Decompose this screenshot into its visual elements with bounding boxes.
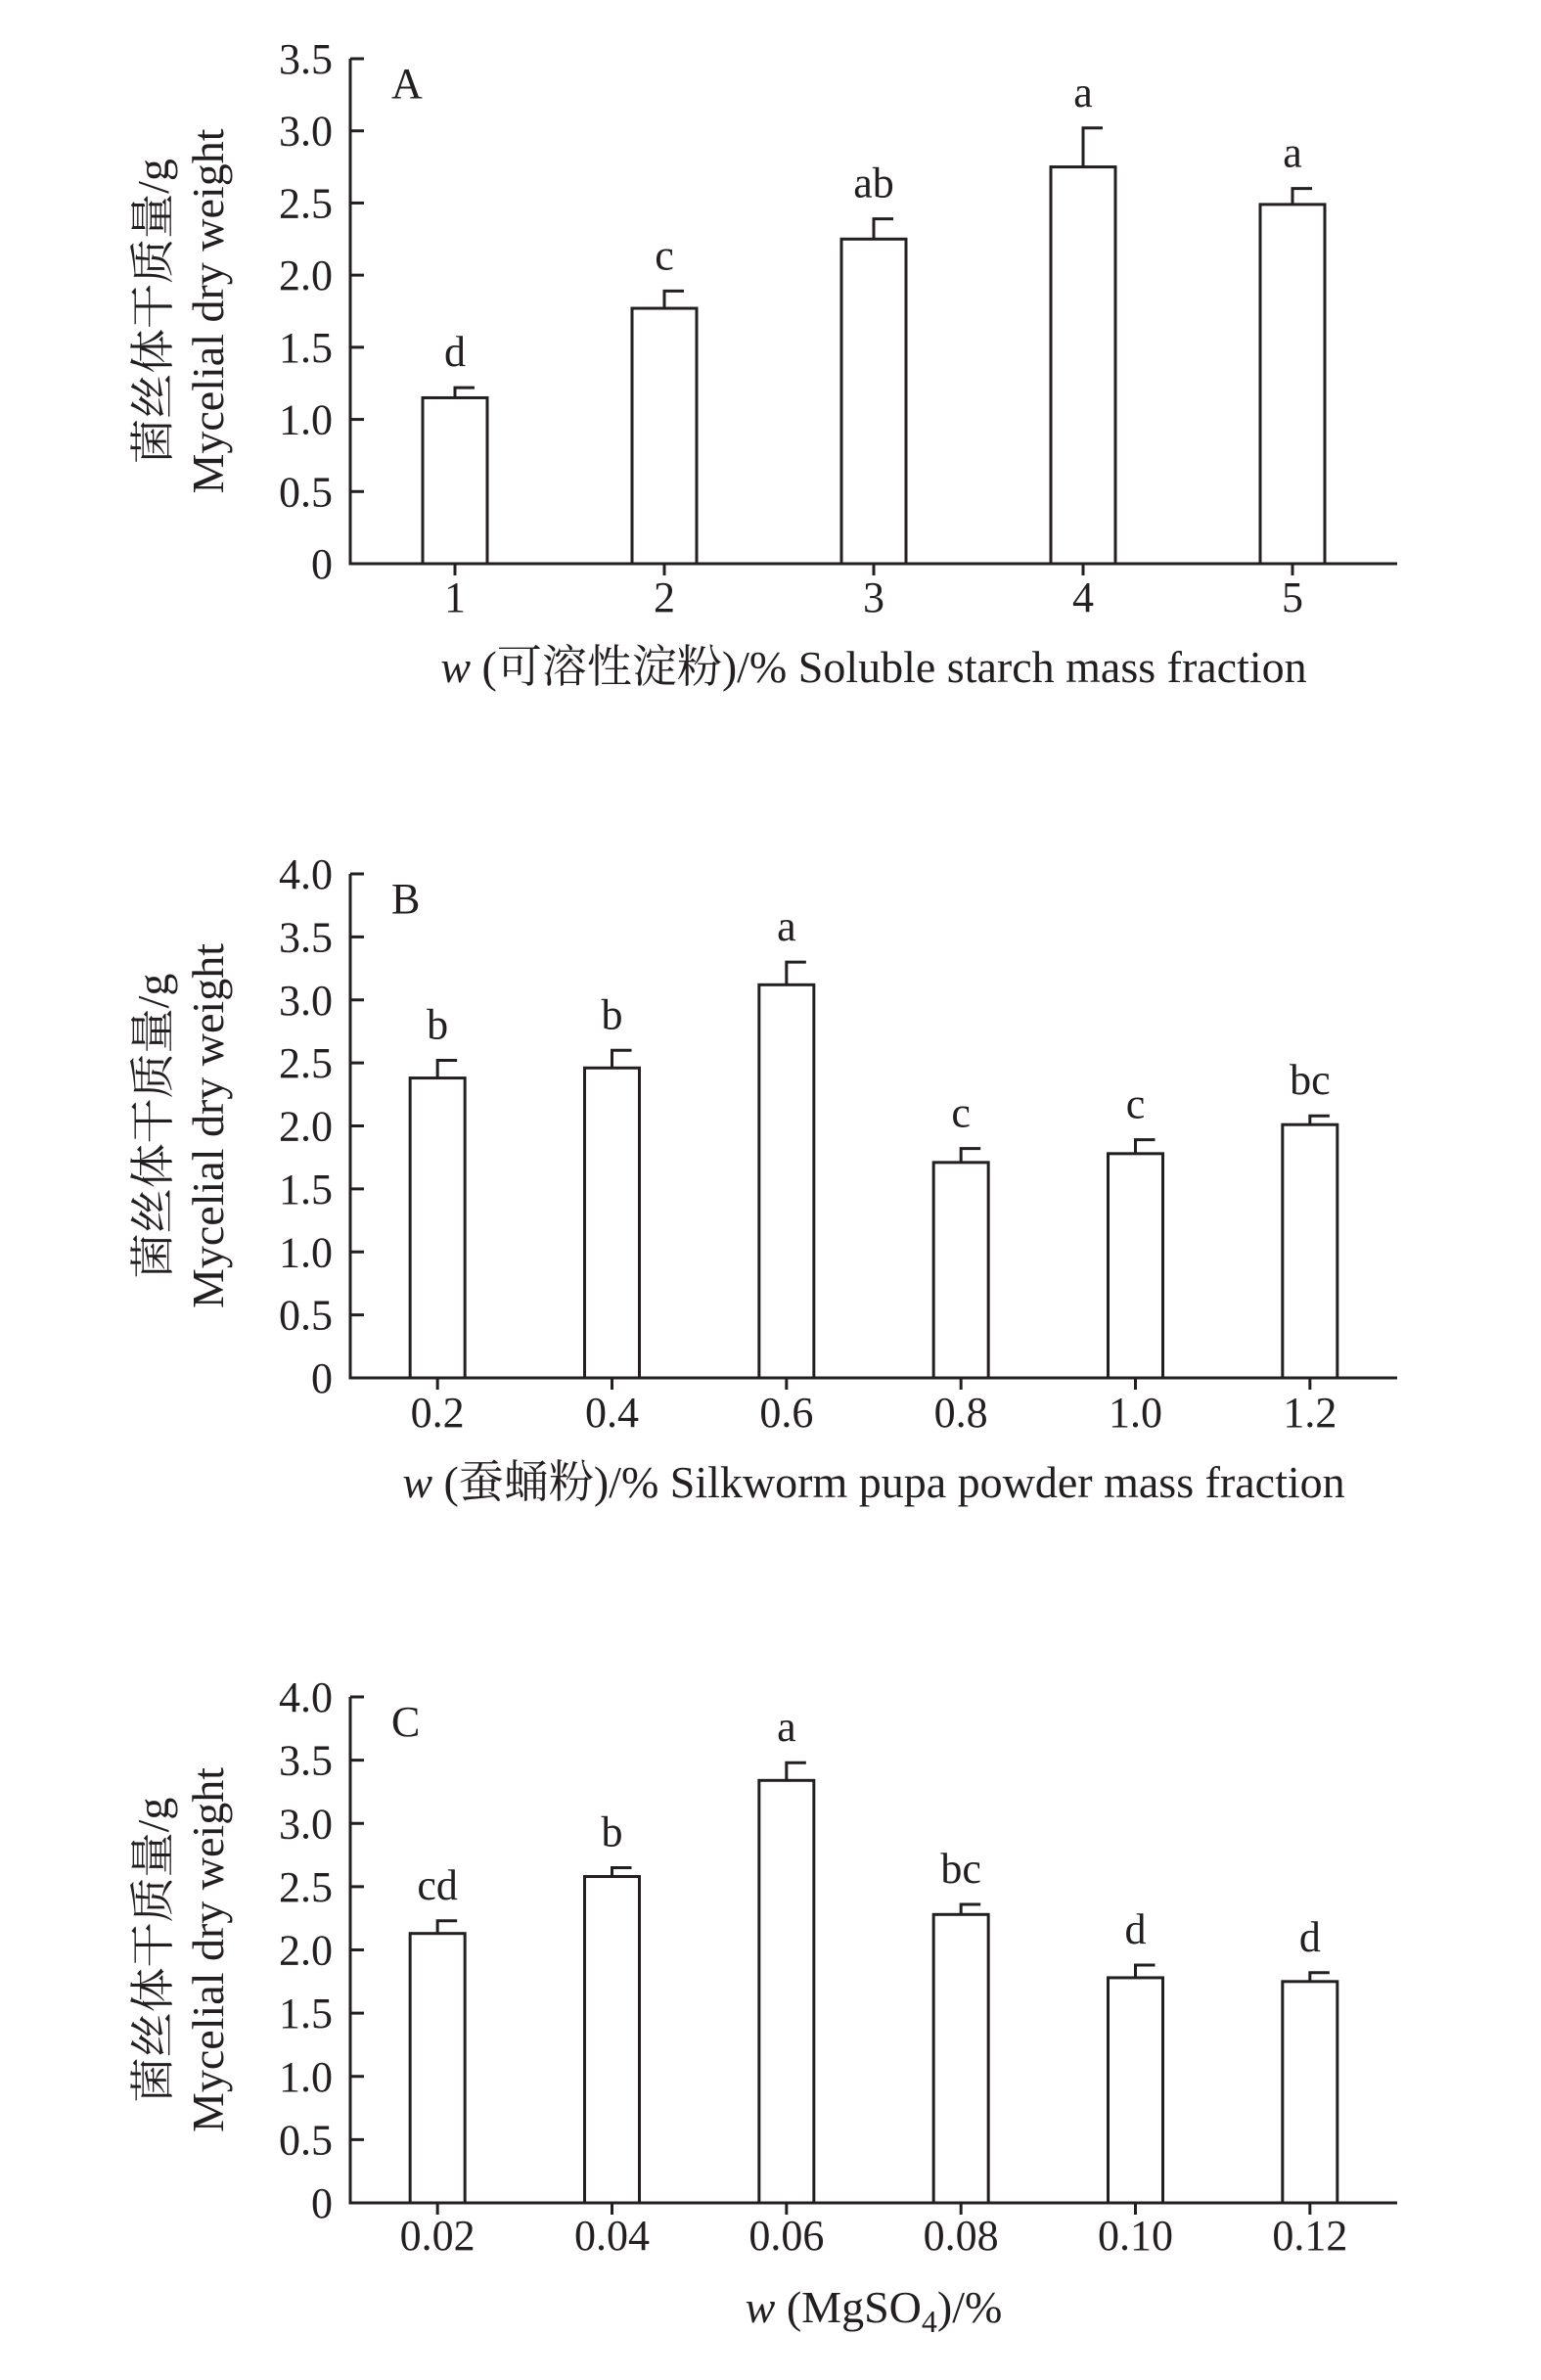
significance-label: c — [1125, 1079, 1146, 1128]
x-axis-title-suffix: )/% — [936, 2282, 1003, 2332]
bar — [585, 1877, 640, 2203]
x-axis-title-variable: w — [745, 2282, 776, 2332]
error-bar — [437, 1921, 457, 1934]
x-axis-title-text: (可溶性淀粉)/% Soluble starch mass fraction — [471, 642, 1307, 692]
x-tick-label: 0.10 — [1098, 2212, 1173, 2260]
x-axis-title-variable: w — [402, 1457, 433, 1507]
significance-label: b — [601, 990, 623, 1039]
x-axis-title-variable: w — [440, 642, 472, 692]
x-tick-label: 0.04 — [574, 2212, 650, 2260]
y-tick-label: 4.0 — [279, 1673, 333, 1721]
error-bar — [787, 962, 806, 984]
y-tick-label: 2.0 — [279, 252, 333, 300]
error-bar — [664, 291, 684, 308]
y-tick-label: 1.5 — [279, 323, 333, 372]
significance-label: cd — [417, 1860, 458, 1909]
y-tick-label: 0.5 — [279, 2116, 333, 2165]
bar — [632, 308, 697, 564]
bar — [1260, 205, 1325, 564]
bar — [1283, 1124, 1337, 1378]
significance-label: d — [444, 328, 466, 377]
y-tick-label: 2.5 — [279, 1862, 333, 1911]
significance-label: bc — [1290, 1056, 1331, 1105]
x-axis-title — [746, 2282, 1003, 2339]
x-tick-label: 0.06 — [748, 2212, 825, 2260]
y-tick-label: 3.5 — [279, 913, 333, 962]
y-tick-label: 1.0 — [279, 1228, 333, 1277]
y-axis-title-en: Mycelial dry weight — [183, 942, 233, 1309]
bar — [1109, 1978, 1163, 2203]
bar — [1283, 1982, 1337, 2203]
y-tick-label: 1.0 — [279, 395, 333, 444]
x-tick-label: 2 — [654, 573, 675, 621]
bar — [1051, 167, 1115, 564]
y-tick-label: 1.5 — [279, 1990, 333, 2038]
bar — [410, 1078, 465, 1378]
panel-label: B — [391, 875, 421, 923]
y-tick-label: 2.0 — [279, 1102, 333, 1151]
y-tick-label: 0 — [311, 2179, 333, 2227]
x-axis-title-subscript: 4 — [921, 2304, 937, 2339]
x-tick-label: 0.12 — [1272, 2212, 1348, 2260]
bar — [1109, 1154, 1163, 1378]
bar — [759, 1780, 814, 2203]
y-tick-label: 0.5 — [279, 1291, 333, 1340]
significance-label: c — [655, 231, 674, 280]
y-tick-label: 3.5 — [279, 1736, 333, 1785]
x-axis-title — [402, 1457, 1344, 1507]
bar — [759, 984, 814, 1378]
y-tick-label: 2.5 — [279, 1039, 333, 1088]
x-tick-label: 1.0 — [1109, 1389, 1162, 1437]
bar — [933, 1163, 988, 1378]
y-axis-title-cn: 菌丝体干质量/g — [128, 1797, 178, 2103]
panel-label: C — [391, 1698, 421, 1746]
error-bar — [1136, 1965, 1156, 1978]
y-axis-title-en: Mycelial dry weight — [183, 1766, 233, 2133]
y-axis-title-en: Mycelial dry weight — [183, 128, 233, 494]
x-tick-label: 0.4 — [585, 1389, 639, 1437]
error-bar — [437, 1061, 457, 1078]
bar — [933, 1914, 988, 2203]
y-tick-label: 3.0 — [279, 1800, 333, 1849]
error-bar — [612, 1050, 632, 1068]
significance-label: a — [777, 1703, 796, 1752]
x-tick-label: 5 — [1282, 573, 1303, 621]
significance-label: c — [951, 1088, 971, 1137]
error-bar — [874, 219, 893, 240]
x-tick-label: 4 — [1072, 573, 1094, 621]
bar — [410, 1934, 465, 2203]
x-axis-title-text: (MgSO — [775, 2282, 922, 2332]
y-axis-title-cn: 菌丝体干质量/g — [128, 973, 178, 1279]
significance-label: bc — [940, 1844, 981, 1893]
y-tick-label: 0 — [311, 540, 333, 588]
y-tick-label: 1.5 — [279, 1165, 333, 1213]
significance-label: d — [1298, 1912, 1321, 1961]
x-tick-label: 0.08 — [923, 2212, 999, 2260]
error-bar — [787, 1762, 806, 1780]
y-tick-label: 4.0 — [279, 850, 333, 898]
significance-label: d — [1124, 1905, 1147, 1954]
error-bar — [1292, 189, 1312, 205]
x-axis-title-text: (蚕蛹粉)/% Silkworm pupa powder mass fraction — [432, 1457, 1345, 1507]
significance-label: ab — [853, 159, 894, 207]
y-tick-label: 3.5 — [279, 35, 333, 83]
chart-panel-b — [128, 850, 1397, 1507]
y-tick-label: 3.0 — [279, 976, 333, 1025]
y-tick-label: 3.0 — [279, 107, 333, 156]
error-bar — [961, 1904, 980, 1914]
x-tick-label: 3 — [863, 573, 884, 621]
error-bar — [961, 1149, 980, 1163]
significance-label: a — [1073, 68, 1093, 116]
x-tick-label: 0.02 — [399, 2212, 476, 2260]
bar — [841, 239, 906, 564]
x-tick-label: 1.2 — [1283, 1389, 1337, 1437]
error-bar — [1136, 1140, 1156, 1154]
x-tick-label: 0.2 — [410, 1389, 465, 1437]
significance-label: b — [601, 1808, 623, 1856]
y-tick-label: 2.0 — [279, 1926, 333, 1975]
x-tick-label: 1 — [444, 573, 466, 621]
x-tick-label: 0.6 — [759, 1389, 814, 1437]
significance-label: a — [1283, 128, 1302, 177]
panel-label: A — [391, 60, 423, 108]
chart-panel-c — [128, 1673, 1397, 2339]
x-axis-title — [440, 642, 1306, 692]
error-bar — [1083, 128, 1103, 167]
x-tick-label: 0.8 — [933, 1389, 988, 1437]
bar — [585, 1068, 640, 1378]
y-axis-title-cn: 菌丝体干质量/g — [128, 159, 178, 464]
y-tick-label: 0.5 — [279, 468, 333, 517]
y-tick-label: 0 — [311, 1354, 333, 1402]
significance-label: b — [427, 1000, 449, 1049]
y-tick-label: 1.0 — [279, 2052, 333, 2101]
error-bar — [455, 388, 475, 397]
y-tick-label: 2.5 — [279, 179, 333, 228]
significance-label: a — [777, 902, 796, 951]
chart-panel-a — [128, 35, 1397, 692]
bar — [423, 397, 487, 564]
